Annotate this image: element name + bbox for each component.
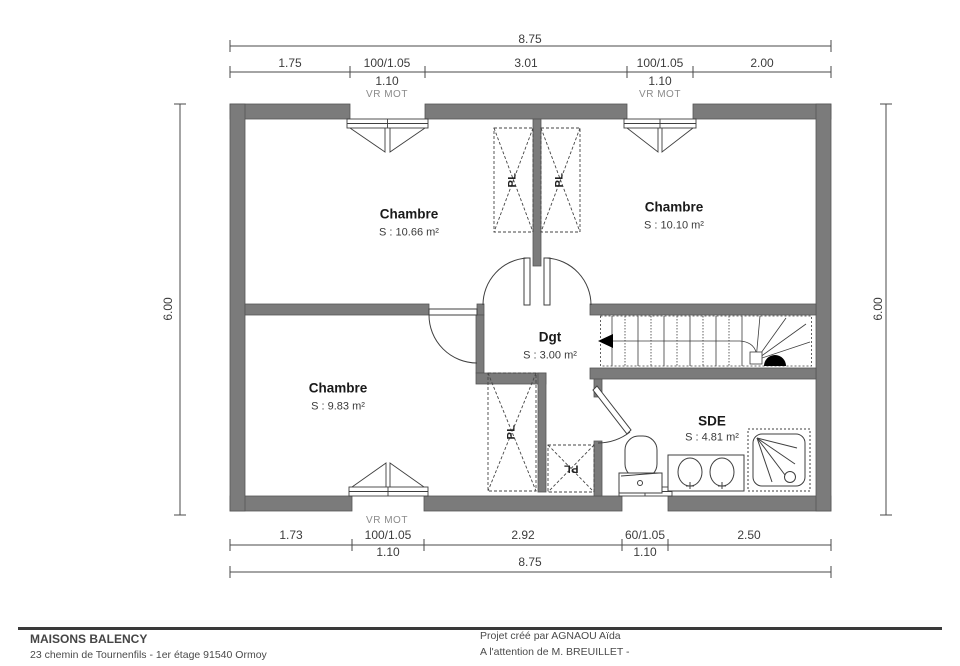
- door-bedroom3-icon: [429, 309, 477, 363]
- dim-top-seg-3: 3.01: [514, 56, 538, 70]
- room-label-bedroom1: Chambre: [379, 206, 439, 222]
- room-area-bedroom2: S : 10.10 m²: [644, 219, 704, 232]
- dim-top-total: 8.75: [518, 32, 542, 46]
- door-sde-icon: [593, 386, 631, 443]
- dim-bottom-seg-3: 2.92: [511, 528, 535, 542]
- dim-top-seg-5: 2.00: [750, 56, 774, 70]
- room-area-bedroom3: S : 9.83 m²: [311, 400, 365, 413]
- shutter-label-top-1: VR MOT: [366, 89, 408, 100]
- dim-right-height: 6.00: [871, 297, 885, 321]
- room-label-bedroom2: Chambre: [644, 199, 704, 215]
- dim-left-height: 6.00: [161, 297, 175, 321]
- dim-top-seg-2: 100/1.05: [363, 56, 411, 70]
- dim-bottom-seg-5: 2.50: [737, 528, 761, 542]
- window-bottom-left-icon: [349, 463, 428, 496]
- room-area-shower-room: S : 4.81 m²: [685, 431, 739, 444]
- footer-company: MAISONS BALENCY: [30, 632, 148, 646]
- room-area-hallway: S : 3.00 m²: [523, 349, 577, 362]
- footer-attention: A l'attention de M. BREUILLET -: [480, 646, 630, 658]
- footer-address: 23 chemin de Tournenfils - 1er étage 91540 Ormoy: [30, 649, 267, 661]
- room-area-bedroom1: S : 10.66 m²: [379, 226, 439, 239]
- dim-top-sub-1: 1.10: [375, 74, 399, 88]
- closet-label-4: PL: [563, 462, 579, 475]
- dim-top-seg-1: 1.75: [278, 56, 302, 70]
- dim-bottom-sub-1: 1.10: [376, 545, 400, 559]
- double-sink-icon: [668, 455, 744, 491]
- room-label-shower-room: SDE: [698, 413, 726, 429]
- dim-bottom-sub-2: 1.10: [633, 545, 657, 559]
- staircase-icon: [598, 316, 812, 366]
- closet-label-2: PL: [553, 172, 566, 188]
- toilet-icon: [619, 436, 662, 493]
- window-top-right-icon: [624, 119, 696, 152]
- dim-bottom-seg-1: 1.73: [279, 528, 303, 542]
- dim-top-sub-2: 1.10: [648, 74, 672, 88]
- room-label-hallway: Dgt: [538, 329, 562, 345]
- shutter-label-top-2: VR MOT: [639, 89, 681, 100]
- footer-created-by: Projet créé par AGNAOU Aïda: [480, 630, 621, 642]
- door-bedroom1-icon: [483, 258, 530, 305]
- door-bedroom2-icon: [544, 258, 591, 305]
- shutter-label-bottom: VR MOT: [366, 515, 408, 526]
- dim-bottom-seg-4: 60/1.05: [624, 528, 666, 542]
- dim-bottom-total: 8.75: [518, 555, 542, 569]
- room-label-bedroom3: Chambre: [308, 380, 368, 396]
- dim-bottom-seg-2: 100/1.05: [364, 528, 412, 542]
- shower-icon: [748, 429, 810, 491]
- dim-top-seg-4: 100/1.05: [636, 56, 684, 70]
- closet-label-3: PL: [505, 424, 518, 440]
- window-top-left-icon: [347, 119, 428, 152]
- closet-label-1: PL: [506, 172, 519, 188]
